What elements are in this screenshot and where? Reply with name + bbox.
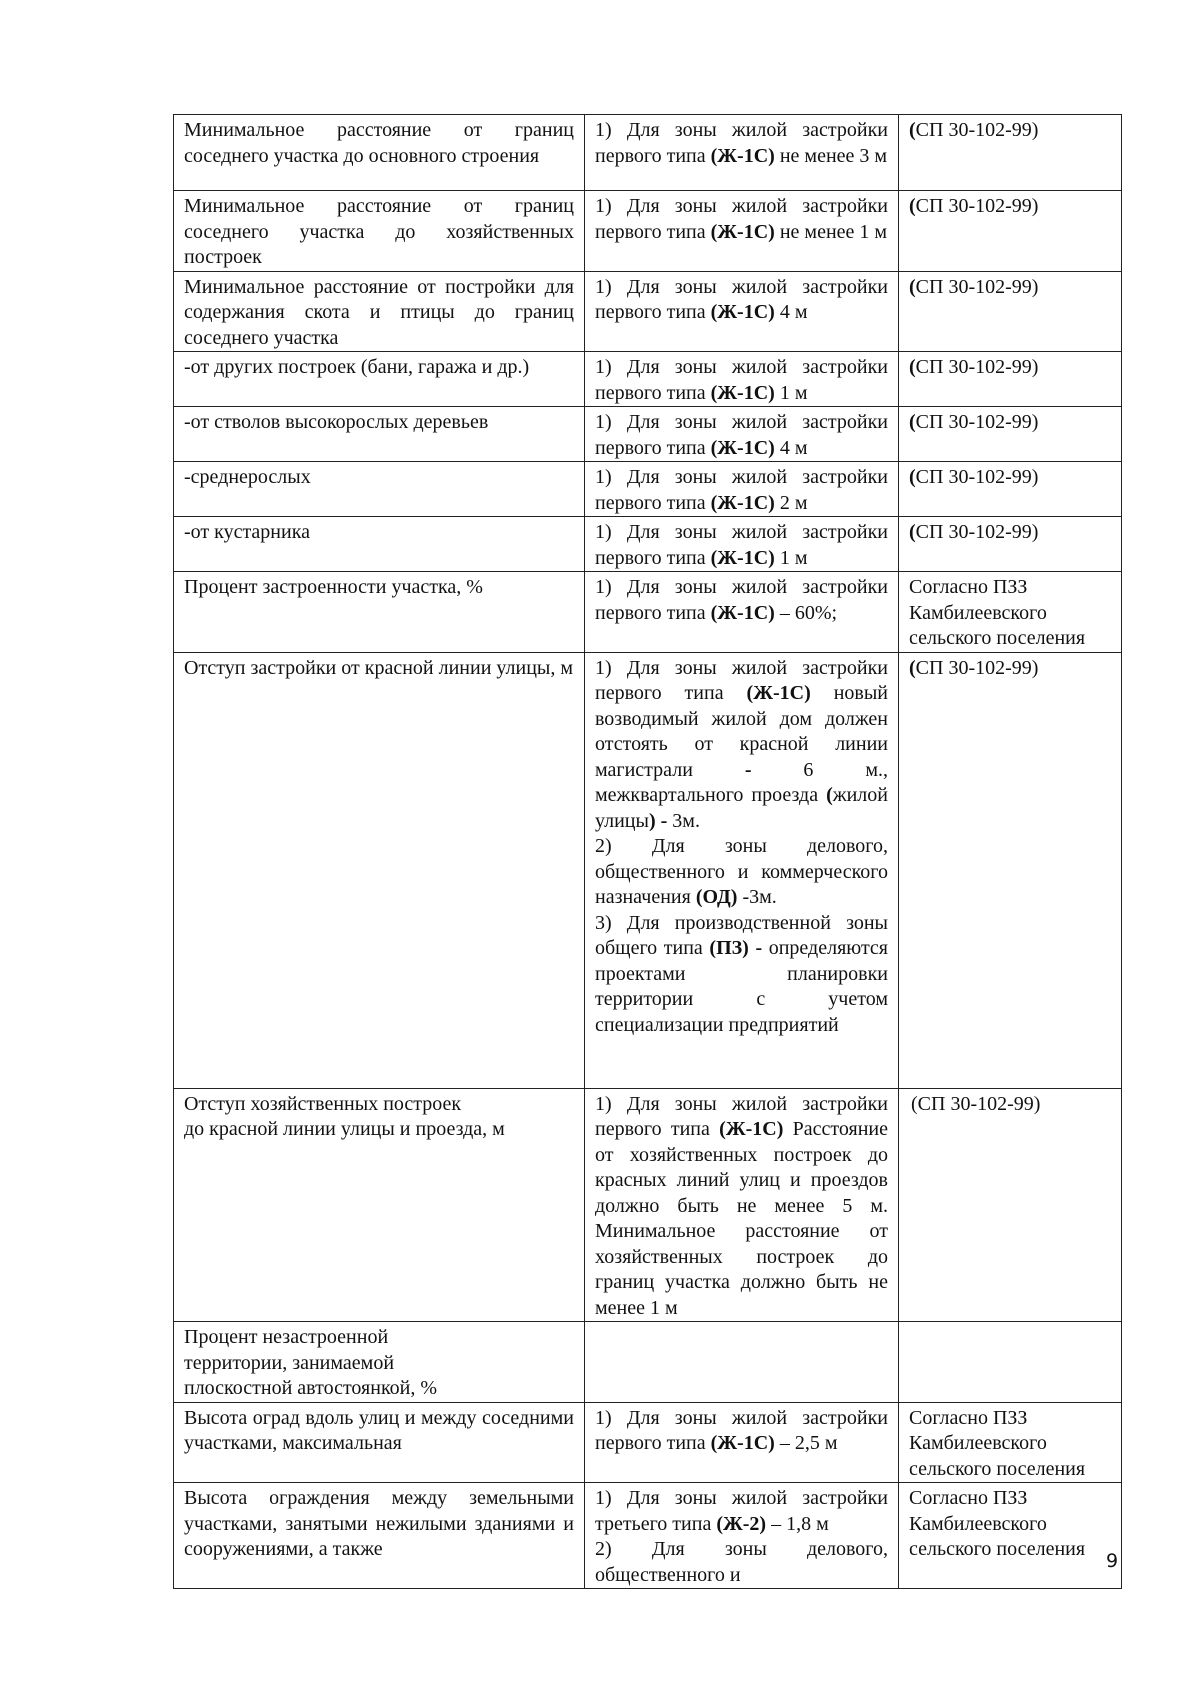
bold-fragment: ( (909, 466, 916, 488)
parameter-cell (174, 1088, 585, 1322)
text-fragment: 1) Для зоны жилой застройки первого типа (595, 275, 888, 323)
source-cell (899, 1088, 1122, 1322)
text-fragment: СП 30-102-99) (915, 656, 1039, 679)
value-cell (585, 1322, 899, 1403)
text-fragment: – 60%; (774, 601, 838, 624)
source-cell (899, 517, 1122, 572)
text-fragment: 6 м., межквартального проезда (595, 758, 888, 806)
text-fragment: 1) Для зоны жилой застройки первого типа (595, 656, 888, 704)
text-fragment: 1) Для зоны жилой застройки первого типа (595, 1092, 888, 1140)
bold-fragment: (Ж-1С) (719, 1118, 784, 1140)
parameter-cell (174, 407, 585, 462)
text-fragment: 1) Для зоны жилой застройки первого типа (595, 576, 888, 624)
text-fragment: 1 м (774, 546, 808, 569)
bold-fragment: (Ж-1С) (710, 301, 775, 323)
bold-fragment: ( (909, 411, 916, 433)
source-cell (899, 462, 1122, 517)
source-cell (899, 652, 1122, 1088)
parameter-cell (174, 115, 585, 191)
text-fragment: 1) Для зоны жилой застройки первого типа (595, 1406, 888, 1454)
text-fragment: СП 30-102-99) (915, 466, 1039, 488)
parameter-cell (174, 1483, 585, 1589)
table-row (174, 1088, 1122, 1322)
text-fragment: 1) Для зоны жилой застройки первого типа (595, 356, 888, 404)
parameter-text: Минимальное расстояние от границ соседнего участка до хозяйственных построек (184, 195, 574, 268)
parameter-text: Минимальное расстояние от границ соседнего участка до основного строения (184, 119, 574, 167)
bold-fragment: - (744, 758, 752, 781)
bold-fragment: (Ж-1С) (710, 144, 775, 167)
parameter-text: Минимальное расстояние от постройки для содержания скота и птицы до границ соседнего участка (184, 275, 574, 349)
parameter-text: -среднерослых (184, 466, 311, 488)
source-cell (899, 1402, 1122, 1483)
source-cell (899, 352, 1122, 407)
text-fragment: не менее 3 м (774, 144, 888, 167)
text-fragment: СП 30-102-99) (915, 275, 1039, 298)
parameter-text: Высота ограждения между земельными участками, занятыми нежилыми зданиями и сооружениями, а также (184, 1487, 574, 1560)
parameter-cell (174, 517, 585, 572)
text-fragment: – 1,8 м 2) Для зоны делового, общественного и (595, 1512, 888, 1586)
bold-fragment: (Ж-1С) (710, 220, 775, 243)
text-fragment: – 2,5 м (774, 1432, 838, 1454)
text-fragment: Согласно ПЗЗ Камбилеевского сельского поселения (909, 1487, 1086, 1560)
text-fragment: СП 30-102-99) (915, 411, 1039, 433)
table-row (174, 572, 1122, 653)
text-fragment: 1) Для зоны жилой застройки первого типа (595, 521, 888, 569)
bold-fragment: (Ж-1С) (710, 491, 775, 514)
table-row (174, 191, 1122, 272)
parameter-text: -от других построек (бани, гаража и др.) (184, 356, 530, 378)
bold-fragment: (ОД) (695, 886, 738, 908)
text-fragment: Согласно ПЗЗ Камбилеевского сельского поселения (909, 1406, 1086, 1480)
text-fragment: новый возводимый жилой дом должен отстоять от красной линии магистрали (595, 682, 888, 781)
text-fragment: 1) Для зоны жилой застройки первого типа (595, 466, 888, 514)
bold-fragment: (Ж-2) (716, 1512, 767, 1535)
bold-fragment: (Ж-1С) (746, 682, 811, 704)
value-cell (585, 652, 899, 1088)
text-fragment: определяются проектами планировки территории с учетом специализации предприятий (595, 937, 889, 1036)
bold-fragment: ( (909, 195, 916, 217)
text-fragment: СП 30-102-99) (915, 119, 1039, 141)
table-row (174, 407, 1122, 462)
parameter-text: Высота оград вдоль улиц и между соседними участками, максимальная (184, 1406, 574, 1454)
parameter-cell (174, 572, 585, 653)
source-cell (899, 572, 1122, 653)
parameter-text: Процент застроенности участка, % (184, 576, 483, 598)
table-row (174, 352, 1122, 407)
parameter-text: Отступ хозяйственных построек до красной линии улицы и проезда, м (184, 1092, 505, 1140)
text-fragment: СП 30-102-99) (915, 356, 1039, 378)
bold-fragment: ( (909, 275, 916, 298)
table-row (174, 1322, 1122, 1403)
source-cell (899, 1322, 1122, 1403)
table-row (174, 1483, 1122, 1589)
text-fragment: Согласно ПЗЗ Камбилеевского сельского поселения (909, 576, 1086, 649)
text-fragment: 1) Для зоны жилой застройки третьего типа (595, 1487, 888, 1535)
bold-fragment: ( (909, 656, 916, 679)
value-cell (585, 462, 899, 517)
text-fragment: 4 м (774, 436, 808, 459)
parameter-cell (174, 1322, 585, 1403)
bold-fragment: ( (909, 521, 916, 543)
bold-fragment: (Ж-1С) (710, 546, 775, 569)
parameter-cell (174, 462, 585, 517)
bold-fragment: (Ж-1С) (710, 381, 775, 404)
bold-fragment: ) - (648, 809, 668, 832)
text-fragment: не менее 1 м (774, 220, 888, 243)
text-fragment: 1) Для зоны жилой застройки первого типа (595, 119, 888, 167)
text-fragment: -3м. 3) Для производственной зоны общего типа (595, 886, 888, 959)
value-cell (585, 191, 899, 272)
value-cell (585, 572, 899, 653)
regulations-table-body (174, 115, 1122, 1589)
bold-fragment: ( (826, 784, 833, 806)
parameter-cell (174, 1402, 585, 1483)
bold-fragment: (Ж-1С) (710, 1432, 775, 1454)
source-cell (899, 191, 1122, 272)
regulations-table (173, 114, 1122, 1589)
table-row (174, 115, 1122, 191)
bold-fragment: ( (909, 356, 916, 378)
bold-fragment: ( (909, 119, 916, 141)
bold-fragment: (Ж-1С) (710, 601, 775, 624)
source-cell (899, 1483, 1122, 1589)
text-fragment: 1 м (774, 381, 808, 404)
table-row (174, 462, 1122, 517)
table-row (174, 652, 1122, 1088)
parameter-text: Процент незастроенной территории, занимаемой плоскостной автостоянкой, % (184, 1326, 438, 1399)
bold-fragment: (Ж-1С) (710, 436, 775, 459)
parameter-text: -от кустарника (184, 521, 311, 543)
text-fragment: СП 30-102-99) (915, 521, 1039, 543)
value-cell (585, 271, 899, 352)
text-fragment: 4 м (774, 301, 808, 323)
text-fragment: 2 м (774, 491, 808, 514)
value-cell (585, 1088, 899, 1322)
text-fragment: 1) Для зоны жилой застройки первого типа (595, 195, 888, 243)
parameter-cell (174, 352, 585, 407)
text-fragment: СП 30-102-99) (915, 195, 1039, 217)
value-cell (585, 1402, 899, 1483)
table-row (174, 271, 1122, 352)
text-fragment: 3м. 2) Для зоны делового, общественного и коммерческого назначения (595, 809, 888, 908)
text-fragment: (СП 30-102-99) (911, 1092, 1041, 1115)
bold-fragment: (ПЗ) - (709, 937, 763, 959)
text-fragment: жилой улицы (595, 784, 888, 832)
parameter-cell (174, 191, 585, 272)
parameter-text: Отступ застройки от красной линии улицы, м (184, 656, 573, 679)
value-cell (585, 407, 899, 462)
parameter-text: -от стволов высокорослых деревьев (184, 411, 489, 433)
text-fragment: 1) Для зоны жилой застройки первого типа (595, 411, 888, 459)
value-cell (585, 1483, 899, 1589)
parameter-cell (174, 652, 585, 1088)
text-fragment: Расстояние от хозяйственных построек до красных линий улиц и проездов должно быть не менее 5 м. Минимальное расстояние от хозяйственных построек до границ участка должно быть не менее 1 м (595, 1118, 888, 1319)
table-row (174, 517, 1122, 572)
value-cell (585, 352, 899, 407)
source-cell (899, 407, 1122, 462)
parameter-cell (174, 271, 585, 352)
value-cell (585, 517, 899, 572)
source-cell (899, 115, 1122, 191)
page-number: 9 (1106, 1550, 1119, 1572)
source-cell (899, 271, 1122, 352)
value-cell (585, 115, 899, 191)
table-row (174, 1402, 1122, 1483)
